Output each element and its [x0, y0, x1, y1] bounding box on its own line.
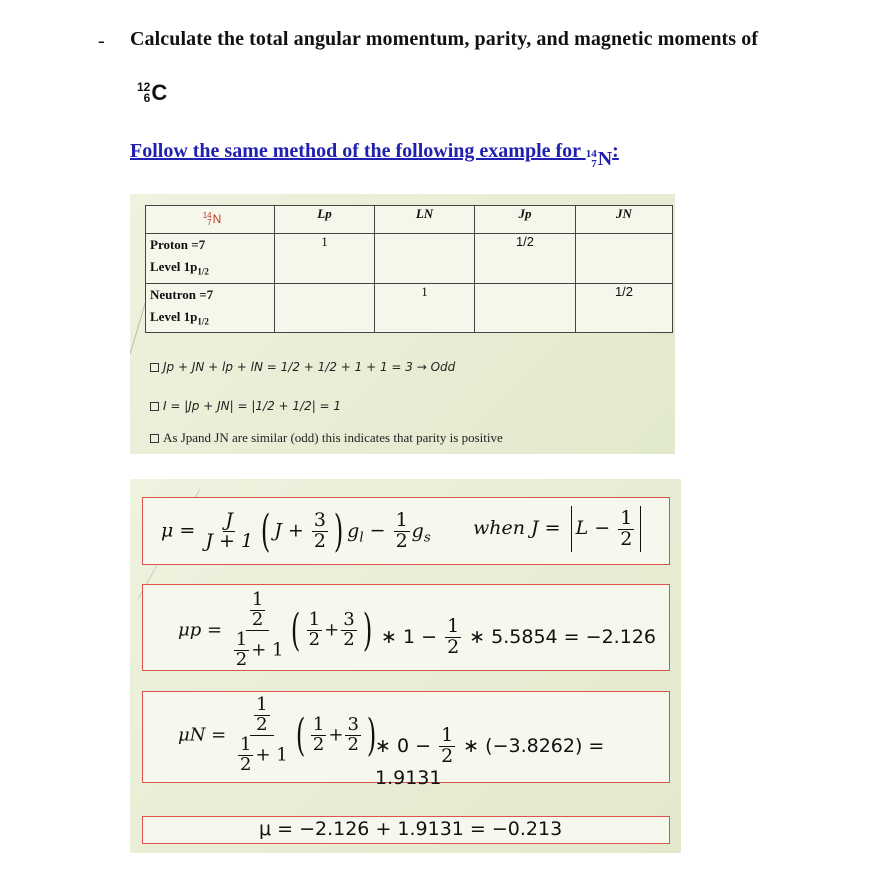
checkbox-bullet-icon — [150, 402, 159, 411]
proton-row — [146, 234, 673, 284]
total-moment-box — [142, 816, 670, 844]
neutron-level: Level 1p — [150, 308, 198, 324]
proton-gl-term: ∗ 1 − — [381, 625, 438, 648]
condition-l: L − — [575, 517, 611, 539]
mu-p-lhs: μp = — [178, 619, 223, 641]
instruction-heading — [130, 140, 619, 171]
proton-lp: 1 — [275, 234, 375, 284]
nucleon-table — [145, 205, 673, 333]
total-spin-line — [150, 399, 341, 413]
neutron-lp — [275, 283, 375, 333]
proton-ln — [375, 234, 475, 284]
instruction-suffix: : — [612, 140, 619, 162]
atomic-number: 7 — [591, 157, 597, 170]
mass-number: 14 — [202, 211, 212, 220]
header-jn: JN — [576, 206, 673, 234]
instruction-text: Follow the same method of the following example for — [130, 140, 586, 162]
neutron-gs-term: ∗ (−3.8262) = 1.9131 — [375, 734, 605, 789]
parity-sum-text: Jp + JN + lp + lN = 1/2 + 1/2 + 1 + 1 = 3 → Odd — [163, 360, 456, 374]
table-header-row — [146, 206, 673, 234]
element-symbol: C — [151, 80, 168, 105]
proton-jn — [576, 234, 673, 284]
proton-formula-box — [142, 584, 670, 671]
total-moment: μ = −2.126 + 1.9131 = −0.213 — [259, 818, 563, 840]
table-corner-nucleus — [146, 206, 275, 234]
neutron-formula: μN = $\frac{1}{2}$ $\frac{1}{2}$ + 1 ( $\frac{1}{2}$ + $\frac{3}{2}$ ) — [178, 694, 377, 775]
neutron-level-sub: 1/2 — [197, 316, 209, 327]
element-symbol: N — [597, 148, 613, 171]
proton-label — [146, 234, 275, 284]
atomic-number: 7 — [207, 218, 212, 228]
neutron-formula-box — [142, 691, 670, 789]
mass-number: 14 — [585, 148, 597, 160]
condition-text: when J = — [473, 517, 567, 539]
condition-formula: when J = L − $\frac{1}{2}$ — [473, 506, 645, 552]
mu-lhs: μ = — [161, 519, 196, 542]
total-spin-text: I = |Jp + JN| = |1/2 + 1/2| = 1 — [163, 399, 342, 413]
general-formula-box — [142, 497, 670, 565]
bullet-marker: - — [98, 30, 105, 52]
header-lp: Lp — [275, 206, 375, 234]
neutron-row — [146, 283, 673, 333]
neutron-ln: 1 — [375, 283, 475, 333]
checkbox-bullet-icon — [150, 363, 159, 372]
atomic-number: 6 — [143, 91, 151, 105]
parity-conclusion-line — [150, 430, 503, 446]
proton-jp: 1/2 — [475, 234, 576, 284]
header-ln: LN — [375, 206, 475, 234]
neutron-jn: 1/2 — [576, 283, 673, 333]
proton-gs-term: ∗ 5.5854 = −2.126 — [469, 625, 656, 648]
element-symbol: N — [212, 212, 222, 227]
proton-result: ∗ 1 − $\frac{1}{2}$ ∗ 5.5854 = −2.126 — [381, 615, 656, 658]
j-over-j-plus-1: $\frac{J}{J + 1}$ — [205, 509, 254, 552]
task-text: Calculate the total angular momentum, parity, and magnetic moments of — [130, 28, 759, 50]
task-nucleus — [137, 80, 167, 106]
header-jp: Jp — [475, 206, 576, 234]
proton-count: Proton =7 — [150, 237, 206, 252]
neutron-jp — [475, 283, 576, 333]
mass-number: 12 — [137, 80, 151, 95]
mu-n-lhs: μN = — [178, 724, 227, 746]
parity-sum-line — [150, 360, 455, 374]
general-formula: μ = $\frac{J}{J + 1}$ ( J + $\frac{3}{2}$ ) $g_l$ − $\frac{1}{2}$ $g_s$ — [161, 506, 431, 557]
neutron-label — [146, 283, 275, 333]
proton-formula: μp = $\frac{1}{2}$ $\frac{1}{2}$ + 1 ( $\frac{1}{2}$ + $\frac{3}{2}$ ) — [178, 589, 372, 670]
proton-level: Level 1p — [150, 259, 198, 274]
neutron-gl-term: ∗ 0 − — [375, 734, 432, 757]
formula-panel — [130, 479, 681, 853]
checkbox-bullet-icon — [150, 434, 159, 443]
parity-conclusion-text: As Jpand JN are similar (odd) this indicates that parity is positive — [163, 430, 503, 445]
example-panel — [130, 194, 675, 454]
neutron-result: ∗ 0 − $\frac{1}{2}$ ∗ (−3.8262) = 1.9131 — [375, 724, 605, 789]
neutron-count: Neutron =7 — [150, 286, 214, 302]
proton-level-sub: 1/2 — [197, 266, 209, 277]
